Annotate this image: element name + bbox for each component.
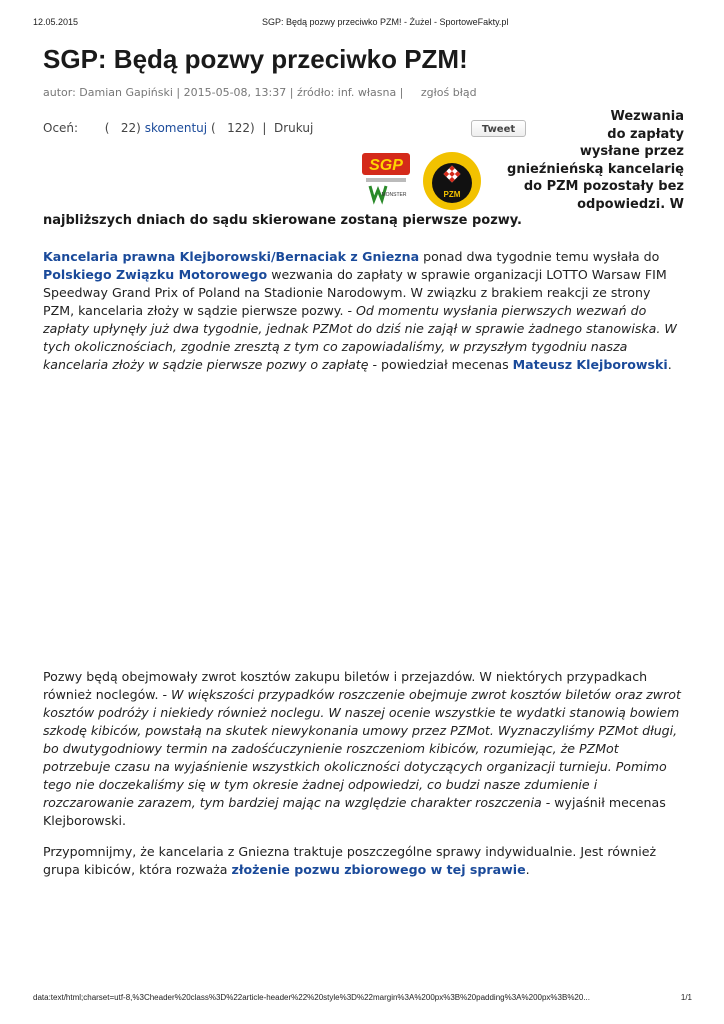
comment-count: ( 122) bbox=[210, 121, 255, 135]
paragraph-1-text-3: - powiedział mecenas bbox=[368, 357, 513, 372]
paragraph-3-text-2: . bbox=[525, 862, 530, 877]
paragraph-2-text-2: - wyjaśnił mecenas Klejborowski. bbox=[43, 795, 666, 828]
lead-line-4: gnieźnieńską kancelarię bbox=[507, 161, 684, 177]
paragraph-1-text-4: . bbox=[667, 357, 672, 372]
logos-image bbox=[360, 150, 490, 212]
article-lead bbox=[488, 108, 684, 214]
lead-line-2: do zapłaty bbox=[607, 126, 684, 142]
print-link[interactable]: Drukuj bbox=[274, 121, 314, 135]
class-action-link[interactable]: złożenie pozwu zbiorowego w tej sprawie bbox=[231, 862, 526, 877]
meta-author: autor: Damian Gapiński bbox=[43, 86, 173, 99]
paragraph-1-text-2: wezwania do zapłaty w sprawie organizacji LOTTO Warsaw FIM Speedway Grand Prix of Poland na Stadionie Narodowym. W związku z brakiem reakcji ze strony PZM, kancelaria złoży w sądzie pierwsze pozwy. - bbox=[43, 267, 667, 318]
article-logos bbox=[360, 150, 490, 212]
article-title: SGP: Będą pozwy przeciwko PZM! bbox=[43, 44, 468, 74]
lead-line-3: wysłane przez bbox=[579, 144, 684, 160]
rate-count: ( 22) bbox=[104, 121, 141, 135]
lead-line-6: odpowiedzi. W bbox=[577, 196, 684, 212]
pzm-logo-text: PZM bbox=[443, 190, 461, 199]
paragraph-2-text-1: Pozwy będą obejmowały zwrot kosztów zakupu biletów i przejazdów. W niektórych przypadkach również noclegów. - bbox=[43, 669, 648, 702]
lead-line-5: do PZM pozostały bez bbox=[523, 179, 684, 195]
article-paragraph-3 bbox=[43, 843, 683, 879]
rate-label[interactable]: Oceń: bbox=[43, 121, 79, 135]
meta-source: źródło: inf. własna bbox=[296, 86, 397, 99]
tweet-button[interactable]: Tweet bbox=[471, 120, 526, 137]
print-page-title: SGP: Będą pozwy przeciwko PZM! - Żużel - SportoweFakty.pl bbox=[262, 17, 509, 27]
paragraph-1-quote: Od momentu wysłania pierwszych wezwań do zapłaty upłynęły już dwa tygodnie, jednak PZMot do dziś nie zajął w sprawie żadnego stanowiska. W tych okolicznościach, zgodnie zresztą z tym co zapowiadaliśmy, w przyszłym tygodniu nasza kancelaria złoży w sądzie pierwsze pozwy o zapłatę bbox=[43, 303, 677, 372]
print-page-number: 1/1 bbox=[680, 993, 692, 1002]
paragraph-3-text-1: Przypomnijmy, że kancelaria z Gniezna traktuje poszczególne sprawy indywidualnie. Jest również grupa kibiców, która rozważa bbox=[43, 844, 657, 877]
report-error-link[interactable]: zgłoś błąd bbox=[420, 86, 477, 99]
lead-line-7: najbliższych dniach do sądu skierowane zostaną pierwsze pozwy. bbox=[43, 213, 523, 228]
paragraph-2-quote: W większości przypadków roszczenie obejmuje zwrot kosztów biletów oraz zwrot kosztów podróży i niekiedy również noclegu. W naszej ocenie wszystkie te wydatki stanowią bowiem szkodę kibiców, powstałą na skutek niewykonania umowy przez PZMot. Wyznaczyliśmy PZMot długi, bo dwutygodniowy termin na zadośćuczynienie roszczeniom kibiców, rozumiejąc, że PZMot potrzebuje czasu na wyjaśnienie wszystkich okoliczności dotyczących organizacji turnieju. Pomimo tego nie doczekaliśmy się w tym okresie żadnej odpowiedzi, co budzi nasze zdumienie i rozczarowanie zarazem, tym bardziej mając na względzie charakter roszczenia bbox=[43, 687, 681, 810]
article-paragraph-2 bbox=[43, 668, 683, 830]
article-paragraph-1 bbox=[43, 248, 683, 374]
pzm-logo bbox=[423, 152, 481, 210]
pzm-link[interactable]: Polskiego Związku Motorowego bbox=[43, 267, 268, 282]
print-date: 12.05.2015 bbox=[33, 17, 79, 27]
actions-separator: | bbox=[262, 121, 267, 135]
sgp-logo-text: SGP bbox=[369, 157, 403, 174]
print-url: data:text/html;charset=utf-8,%3Cheader%20class%3D%22article-header%22%20style%3D%22margin%3A%200px%3B%20padding%3A%200px%3B%20... bbox=[33, 993, 590, 1002]
sgp-logo bbox=[362, 153, 410, 200]
article-meta: autor: Damian Gapiński | 2015-05-08, 13:37 | źródło: inf. własna | zgłoś błąd bbox=[43, 86, 477, 99]
article-actions bbox=[43, 121, 313, 135]
comment-link[interactable]: skomentuj bbox=[144, 121, 208, 135]
lawyer-link[interactable]: Mateusz Klejborowski bbox=[512, 357, 668, 372]
sponsor-logo-text: MONSTER bbox=[381, 192, 407, 198]
meta-datetime: 2015-05-08, 13:37 bbox=[183, 86, 287, 99]
paragraph-1-text-1: ponad dwa tygodnie temu wysłała do bbox=[419, 249, 660, 264]
lead-line-1: Wezwania bbox=[610, 109, 684, 124]
law-firm-link[interactable]: Kancelaria prawna Klejborowski/Bernaciak z Gniezna bbox=[43, 249, 420, 264]
